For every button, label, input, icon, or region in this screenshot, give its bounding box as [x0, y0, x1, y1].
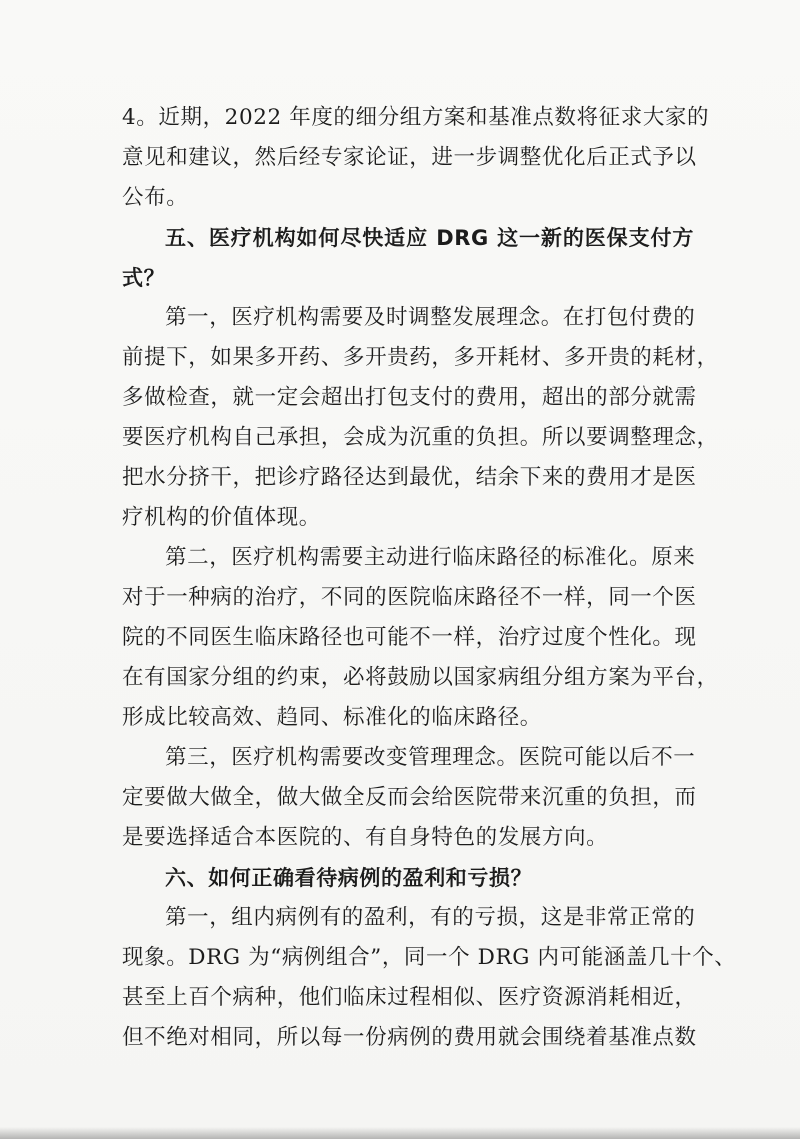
text-line: 现象。DRG 为“病例组合”，同一个 DRG 内可能涵盖几十个、	[122, 945, 737, 970]
text-line: 要医疗机构自己承担，会成为沉重的负担。所以要调整理念，	[122, 425, 719, 450]
text-line: 多做检查，就一定会超出打包支付的费用，超出的部分就需	[122, 385, 697, 410]
scan-bottom-edge	[0, 1127, 800, 1139]
text-line: 院的不同医生临床路径也可能不一样，治疗过度个性化。现	[122, 625, 697, 650]
text-line: 甚至上百个病种，他们临床过程相似、医疗资源消耗相近，	[122, 985, 697, 1010]
text-line: 是要选择适合本医院的、有自身特色的发展方向。	[122, 825, 609, 850]
text-line: 对于一种病的治疗，不同的医院临床路径不一样，同一个医	[122, 585, 697, 610]
text-line: 4。近期，2022 年度的细分组方案和基准点数将征求大家的	[122, 105, 710, 130]
section-heading: 六、如何正确看待病例的盈利和亏损？	[165, 866, 533, 890]
paragraph-start-line: 第二，医疗机构需要主动进行临床路径的标准化。原来	[165, 545, 696, 570]
section-heading-continued: 式？	[122, 266, 166, 290]
paragraph-start-line: 第一，医疗机构需要及时调整发展理念。在打包付费的	[165, 305, 696, 330]
text-line: 但不绝对相同，所以每一份病例的费用就会围绕着基准点数	[122, 1025, 697, 1050]
paragraph-start-line: 第一，组内病例有的盈利，有的亏损，这是非常正常的	[165, 905, 696, 930]
text-line: 疗机构的价值体现。	[122, 505, 321, 530]
text-line: 在有国家分组的约束，必将鼓励以国家病组分组方案为平台，	[122, 665, 719, 690]
text-line: 公布。	[122, 185, 189, 210]
text-line: 意见和建议，然后经专家论证，进一步调整优化后正式予以	[122, 145, 697, 170]
text-line: 把水分挤干，把诊疗路径达到最优，结余下来的费用才是医	[122, 465, 697, 490]
text-line: 前提下，如果多开药、多开贵药，多开耗材、多开贵的耗材，	[122, 345, 719, 370]
text-line: 形成比较高效、趋同、标准化的临床路径。	[122, 705, 542, 730]
document-body	[122, 98, 737, 1058]
paragraph-start-line: 第三，医疗机构需要改变管理理念。医院可能以后不一	[165, 745, 696, 770]
section-heading: 五、医疗机构如何尽快适应 DRG 这一新的医保支付方	[165, 226, 694, 250]
text-line: 定要做大做全，做大做全反而会给医院带来沉重的负担，而	[122, 785, 697, 810]
